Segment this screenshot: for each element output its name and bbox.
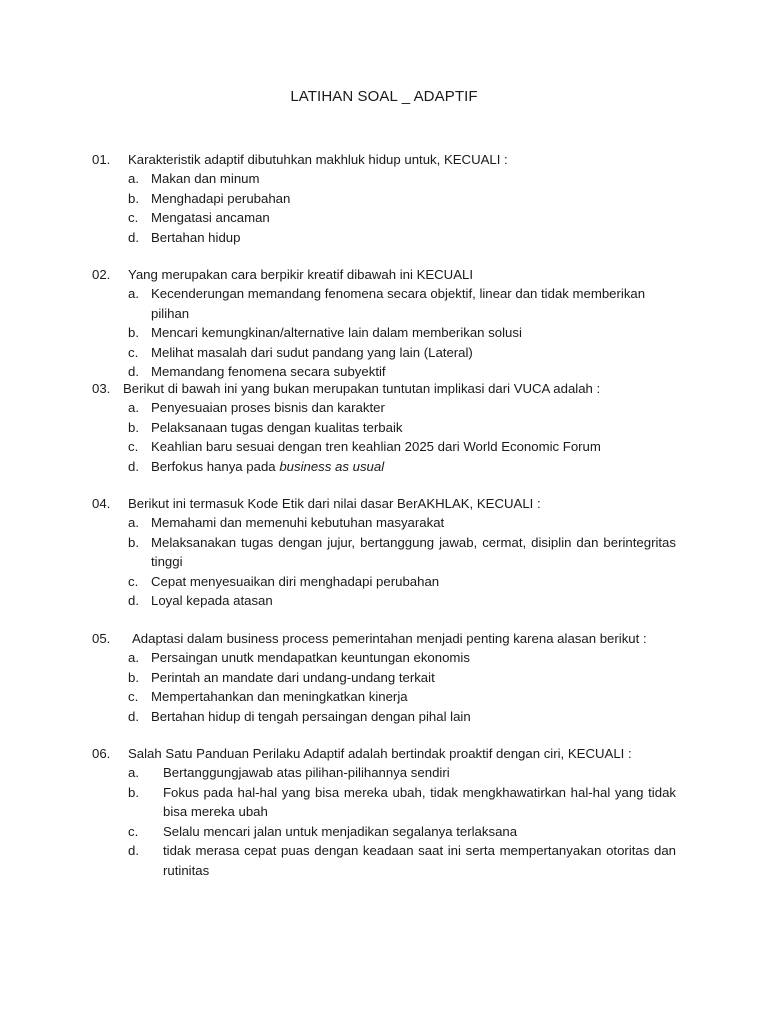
option-text-continued: rutinitas xyxy=(163,862,210,878)
option-letter: a. xyxy=(128,171,139,186)
question-05 xyxy=(92,629,676,726)
option-letter: d. xyxy=(128,364,139,379)
question-text: Salah Satu Panduan Perilaku Adaptif adalah bertindak proaktif dengan ciri, KECUALI : xyxy=(128,746,632,761)
option-c xyxy=(128,208,676,228)
option-text: Mempertahankan dan meningkatkan kinerja xyxy=(151,689,408,704)
question-01 xyxy=(92,150,676,247)
option-c xyxy=(128,572,676,592)
option-letter: a. xyxy=(128,650,139,665)
question-text: Berikut ini termasuk Kode Etik dari nilai dasar BerAKHLAK, KECUALI : xyxy=(128,496,541,511)
option-text: Penyesuaian proses bisnis dan karakter xyxy=(151,400,385,415)
question-text: Berikut di bawah ini yang bukan merupakan tuntutan implikasi dari VUCA adalah : xyxy=(123,381,601,396)
option-letter: a. xyxy=(128,400,139,415)
option-text: Perintah an mandate dari undang-undang terkait xyxy=(151,669,435,685)
option-text: Bertahan hidup di tengah persaingan dengan pihal lain xyxy=(151,708,471,724)
option-letter: d. xyxy=(128,229,139,245)
option-c xyxy=(128,687,676,707)
option-text xyxy=(151,457,676,477)
option-a xyxy=(128,513,676,533)
option-a xyxy=(128,763,676,783)
option-letter: a. xyxy=(128,515,139,530)
option-text: Memandang fenomena secara subyektif xyxy=(151,364,386,379)
option-b xyxy=(128,533,676,572)
option-letter: b. xyxy=(128,784,139,800)
option-letter: b. xyxy=(128,325,139,340)
option-letter: b. xyxy=(128,419,139,435)
option-letter: c. xyxy=(128,439,139,454)
option-d xyxy=(128,591,676,611)
option-d xyxy=(128,707,676,727)
option-text-plain: Berfokus hanya pada xyxy=(151,458,280,474)
question-number: 02. xyxy=(92,267,111,282)
option-b xyxy=(128,323,676,343)
question-04 xyxy=(92,494,676,611)
option-a xyxy=(128,648,676,668)
option-c xyxy=(128,343,676,363)
option-a xyxy=(128,284,676,323)
option-letter: b. xyxy=(128,190,139,206)
option-text: Makan dan minum xyxy=(151,171,260,186)
option-letter: c. xyxy=(128,689,139,704)
option-a xyxy=(128,398,676,418)
option-text: Melaksanakan tugas dengan jujur, bertanggung jawab, cermat, disiplin dan berintegritas xyxy=(151,534,676,550)
question-number: 05. xyxy=(92,631,111,646)
option-text: Bertahan hidup xyxy=(151,229,241,245)
question-number: 01. xyxy=(92,152,111,167)
page-title: LATIHAN SOAL _ ADAPTIF xyxy=(290,88,478,105)
option-text: Fokus pada hal-hal yang bisa mereka ubah, tidak mengkhawatirkan hal-hal yang tidak xyxy=(163,784,676,800)
option-text: Selalu mencari jalan untuk menjadikan segalanya terlaksana xyxy=(163,823,518,839)
option-c xyxy=(128,437,676,457)
option-text: Pelaksanaan tugas dengan kualitas terbaik xyxy=(151,419,403,435)
option-b xyxy=(128,668,676,688)
option-letter: c. xyxy=(128,344,139,360)
option-b xyxy=(128,189,676,209)
option-text: Keahlian baru sesuai dengan tren keahlian 2025 dari World Economic Forum xyxy=(151,439,601,454)
option-letter: d. xyxy=(128,708,139,724)
option-text: Menghadapi perubahan xyxy=(151,190,291,206)
question-06 xyxy=(92,744,676,880)
option-text-continued: tinggi xyxy=(151,554,183,569)
question-number: 06. xyxy=(92,746,111,761)
option-text: Bertanggungjawab atas pilihan-pilihannya sendiri xyxy=(163,765,450,780)
option-b xyxy=(128,783,676,822)
option-text-continued: bisa mereka ubah xyxy=(163,804,268,819)
option-a xyxy=(128,169,676,189)
question-text: Yang merupakan cara berpikir kreatif dibawah ini KECUALI xyxy=(128,267,473,282)
option-letter: b. xyxy=(128,669,139,685)
question-number: 03. xyxy=(92,381,111,396)
option-b xyxy=(128,418,676,438)
option-text: Persaingan unutk mendapatkan keuntungan ekonomis xyxy=(151,650,470,665)
option-letter: d. xyxy=(128,458,139,474)
option-letter: d. xyxy=(128,843,139,858)
option-text: Melihat masalah dari sudut pandang yang lain (Lateral) xyxy=(151,344,473,360)
option-text: Kecenderungan memandang fenomena secara objektif, linear dan tidak memberikan pilihan xyxy=(151,286,646,321)
option-d xyxy=(128,228,676,248)
option-letter: c. xyxy=(128,573,139,589)
option-text: Cepat menyesuaikan diri menghadapi perubahan xyxy=(151,573,440,589)
option-text: Loyal kepada atasan xyxy=(151,593,273,608)
question-text: Karakteristik adaptif dibutuhkan makhluk hidup untuk, KECUALI : xyxy=(128,152,508,167)
option-letter: c. xyxy=(128,210,139,225)
option-letter: c. xyxy=(128,823,139,839)
option-letter: b. xyxy=(128,534,139,550)
question-02 xyxy=(92,265,676,382)
question-03 xyxy=(92,379,676,476)
question-text: Adaptasi dalam business process pemerintahan menjadi penting karena alasan berikut : xyxy=(132,631,647,646)
option-d xyxy=(128,841,676,880)
option-text-italic: business as usual xyxy=(279,458,385,474)
option-text: Memahami dan memenuhi kebutuhan masyarakat xyxy=(151,515,445,530)
question-number: 04. xyxy=(92,496,111,511)
option-d xyxy=(128,457,676,477)
option-letter: a. xyxy=(128,286,139,301)
option-letter: a. xyxy=(128,765,139,780)
option-letter: d. xyxy=(128,593,139,608)
option-c xyxy=(128,822,676,842)
option-text: tidak merasa cepat puas dengan keadaan saat ini serta mempertanyakan otoritas dan xyxy=(163,843,676,858)
option-text: Mencari kemungkinan/alternative lain dalam memberikan solusi xyxy=(151,325,522,340)
option-text: Mengatasi ancaman xyxy=(151,210,270,225)
